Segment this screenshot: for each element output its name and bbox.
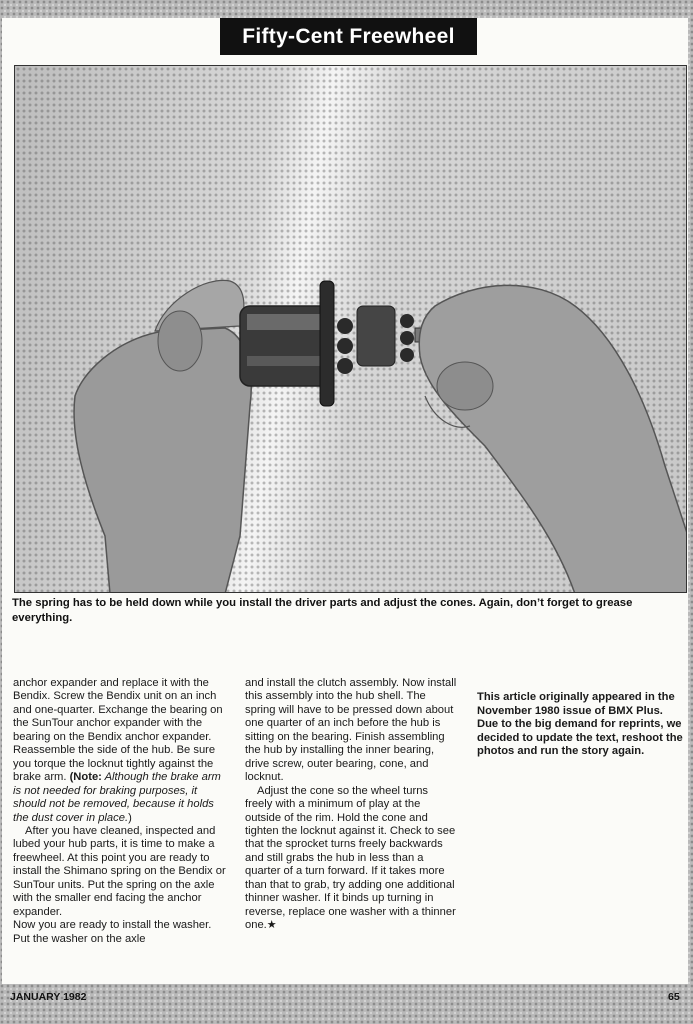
column1-text: anchor expander and replace it with the Bendix. Screw the Bendix unit on an inch and one-quarter. Exchange the bearing on the SunTour anchor expander with the bearing on the Bendix anchor expander. Reassemble the side of the hub. Be sure you torque the locknut tightly against the brake arm. xyxy=(13,677,223,784)
text-column-1 xyxy=(13,677,228,946)
column1-paragraph-3: Now you are ready to install the washer. Put the washer on the axle xyxy=(13,919,212,945)
magazine-page xyxy=(2,18,688,984)
reprint-note-text: This article originally appeared in the November 1980 issue of BMX Plus. Due to the big demand for reprints, we decided to update the text, reshoot the photos and run the story again. xyxy=(477,691,683,757)
issue-date: JANUARY 1982 xyxy=(10,991,87,1003)
note-close: ) xyxy=(128,811,132,824)
column1-paragraph-2: After you have cleaned, inspected and lubed your hub parts, it is time to make a freewheel. At this point you are ready to install the Shimano spring on the Bendix or SunTour units. Put the spring on the axle with the smaller end facing the anchor expander. xyxy=(13,824,226,918)
page-number: 65 xyxy=(668,991,680,1003)
hub-photo xyxy=(14,65,687,593)
column2-paragraph: and install the clutch assembly. Now install this assembly into the hub shell. The spring will have to be pressed down about one quarter of an inch before the hub is sitting on the bearing. Finish assembling the hub by installing the inner bearing, drive screw, outer bearing, cone, and locknut. xyxy=(245,677,457,784)
note-text: Although the brake arm is not needed for braking purposes, it should not be removed, because it holds the dust cover in place. xyxy=(13,771,221,824)
article-title: Fifty-Cent Freewheel xyxy=(220,18,477,55)
note-label: (Note: xyxy=(69,771,102,784)
column1-paragraph xyxy=(13,677,228,825)
photo-caption: The spring has to be held down while you install the driver parts and adjust the cones. Again, don’t forget to grease everything. xyxy=(12,597,633,624)
text-column-2 xyxy=(245,677,457,933)
reprint-note xyxy=(477,691,687,759)
column2-paragraph-2: Adjust the cone so the wheel turns freely with a minimum of play at the outside of the rim. Hold the cone and tighten the locknut against it. Check to see that the sprocket turns freely backwards and still grabs the hub in less than a quarter of a turn forward. If it takes more than that to grab, try adding one additional thinner washer. If it binds up turning in reverse, replace one washer with a thinner one.★ xyxy=(245,784,456,932)
hub-photo-illustration xyxy=(15,66,687,593)
